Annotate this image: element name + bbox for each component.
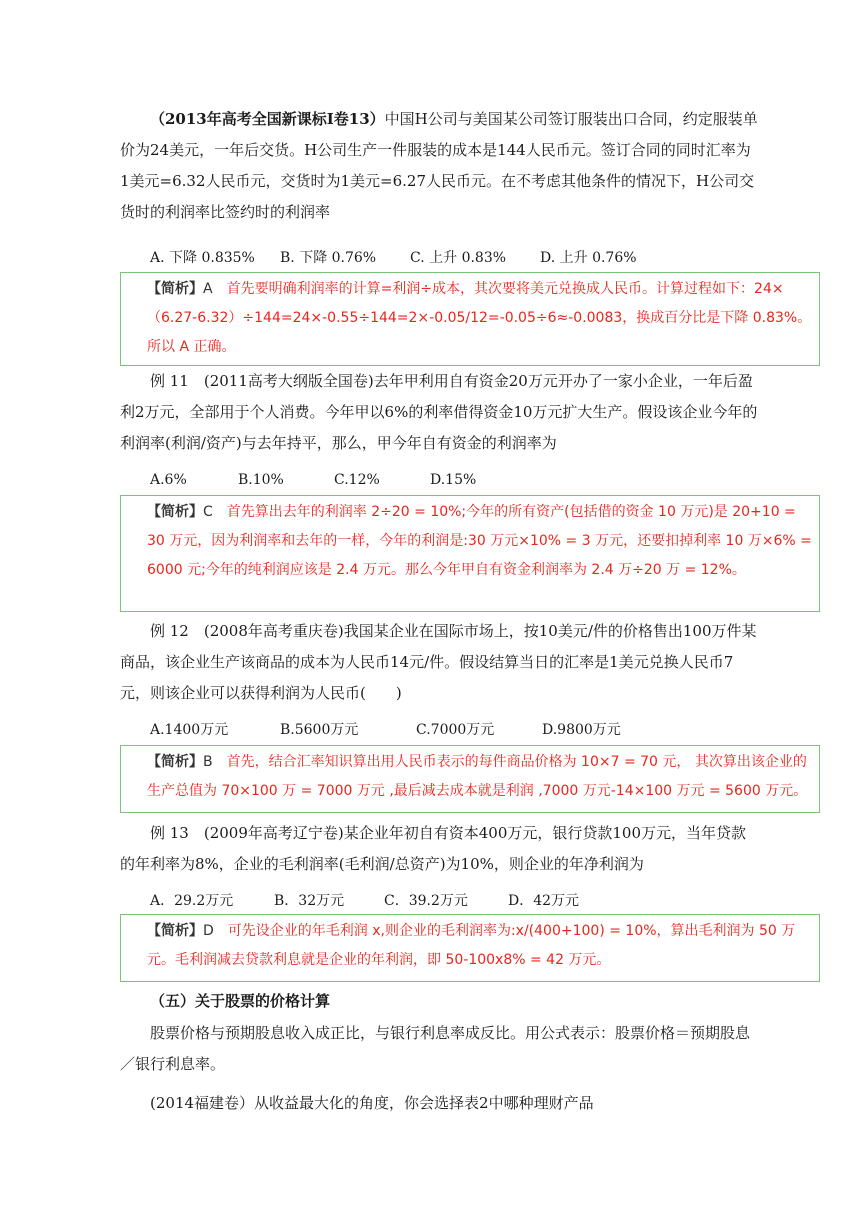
option-c: C.7000万元 [416,722,495,738]
analysis-text: 首先要明确利润率的计算=利润÷成本，其次要将美元兑换成人民币。计算过程如下：24×（6.27-6.32）÷144=24×-0.55÷144=2×-0.05/12=-0.05÷6≈-0.0083，换成百分比是下降 0.83%。所以 A 正确。 [147,281,812,355]
option-b: B．32万元 [274,893,345,909]
options-row [150,890,579,910]
option-d: D. 上升 0.76% [540,250,637,266]
analysis-box [120,914,820,982]
analysis-answer: D [203,923,214,939]
option-c: C．39.2万元 [384,893,468,909]
question-text: 例 12 (2008年高考重庆卷)我国某企业在国际市场上，按10美元/件的价格售出100万件某商品，该企业生产该商品的成本为人民币14元/件。假设结算当日的汇率是1美元兑换人民币7元，则该企业可以获得利润为人民币( ) [120,622,757,702]
question-2014: (2014福建卷）从收益最大化的角度，你会选择表2中哪种理财产品 [150,1094,594,1112]
analysis-label: 【简析】 [147,923,203,939]
analysis-text: 首先算出去年的利润率 2÷20 = 10%;今年的所有资产(包括借的资金 10 万元)是 20+10 = 30 万元，因为利润率和去年的一样，今年的利润是:30 万元×10% = 3 万元，还要扣掉利率 10 万×6% = 6000 元;今年的纯利润应该是 2.4 万元。那么今年甲自有资金利润率为 2.4 万÷20 万 = 12%。 [147,504,812,578]
option-c: C.12% [334,472,380,488]
option-a: A. 下降 0.835% [150,250,255,266]
options-row [150,719,621,739]
option-b: B.10% [238,472,284,488]
option-d: D．42万元 [508,893,580,909]
option-d: D.15% [430,472,477,488]
section-text: 股票价格与预期股息收入成正比，与银行利息率成反比。用公式表示：股票价格＝预期股息／银行利息率。 [120,1024,751,1073]
analysis-text: 可先设企业的年毛利润 x,则企业的毛利润率为:x/(400+100) = 10%，算出毛利润为 50 万元。毛利润减去贷款利息就是企业的年利润，即 50-100x8% = 42 万元。 [147,923,796,968]
option-c: C. 上升 0.83% [410,250,507,266]
analysis-label: 【简析】 [147,504,203,520]
question-2013 [120,104,760,228]
analysis-answer: C [203,504,213,520]
option-b: B. 下降 0.76% [280,250,377,266]
analysis-box [120,272,820,366]
analysis-box [120,495,820,612]
option-a: A.6% [150,472,187,488]
analysis-answer: A [203,281,213,297]
question-example-12 [120,616,760,709]
option-d: D.9800万元 [542,722,621,738]
analysis-answer: B [203,754,213,770]
question-source: （2013年高考全国新课标Ⅰ卷13） [150,110,385,128]
question-text: 例 13 (2009年高考辽宁卷)某企业年初自有资本400万元，银行贷款100万元，当年贷款的年利率为8%，企业的毛利润率(毛利润/总资产)为10%，则企业的年净利润为 [120,824,746,873]
analysis-label: 【简析】 [147,281,203,297]
section-heading: （五）关于股票的价格计算 [150,992,331,1010]
question-example-11 [120,366,760,459]
option-a: A．29.2万元 [150,893,234,909]
option-b: B.5600万元 [280,722,359,738]
analysis-box [120,745,820,813]
analysis-label: 【简析】 [147,754,203,770]
options-row [150,472,476,488]
question-text: 例 11 (2011高考大纲版全国卷)去年甲利用自有资金20万元开办了一家小企业，一年后盈利2万元，全部用于个人消费。今年甲以6%的利率借得资金10万元扩大生产。假设该企业今年的利润率(利润/资产)与去年持平，那么，甲今年自有资金的利润率为 [120,372,758,452]
question-text: 中国H公司与美国某公司签订服装出口合同，约定服装单价为24美元，一年后交货。H公司生产一件服装的成本是144人民币元。签订合同的同时汇率为1美元=6.32人民币元，交货时为1美元=6.27人民币元。在不考虑其他条件的情况下，H公司交货时的利润率比签约时的利润率 [120,110,758,221]
analysis-text: 首先，结合汇率知识算出用人民币表示的每件商品价格为 10×7 = 70 元， 其次算出该企业的生产总值为 70×100 万 = 7000 万元 ,最后减去成本就是利润 ,7000 万元-14×100 万元 = 5600 万元。 [147,754,808,799]
options-row [150,247,637,267]
option-a: A.1400万元 [150,722,229,738]
question-example-13 [120,818,760,880]
